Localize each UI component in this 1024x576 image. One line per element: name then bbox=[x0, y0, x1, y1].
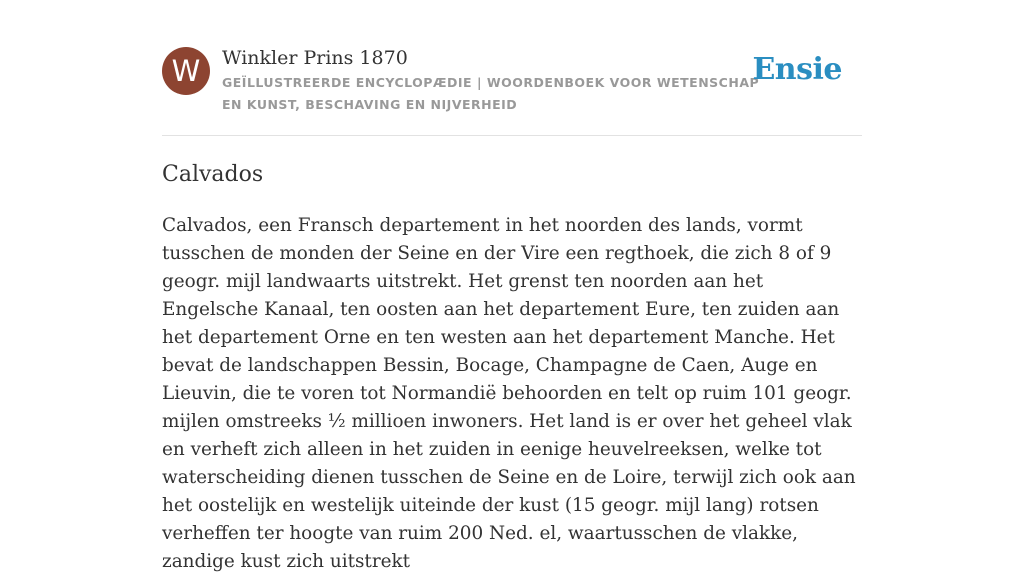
ensie-logo[interactable]: Ensie bbox=[752, 52, 842, 87]
source-subtitle: GEÏLLUSTREERDE ENCYCLOPÆDIE | WOORDENBOEK VOOR WETENSCHAP EN KUNST, BESCHAVING EN NIJVERHEID bbox=[222, 75, 760, 112]
entry-body: Calvados, een Fransch departement in het noorden des lands, vormt tusschen de monden der Seine en der Vire een regthoek, die zich 8 of 9 geogr. mijl landwaarts uitstrekt. Het grenst ten noorden aan het Engelsche Kanaal, ten oosten aan het departement Eure, ten zuiden aan het departement Orne en ten westen aan het departement Manche. Het bevat de landschappen Bessin, Bocage, Champagne de Caen, Auge en Lieuvin, die te voren tot Normandië behoorden en telt op ruim 101 geogr. mijlen omstreeks ½ millioen inwoners. Het land is er over het geheel vlak en verheft zich alleen in het zuiden in eenige heuvelreeksen, welke tot waterscheiding dienen tusschen de Seine en de Loire, terwijl zich ook aan het oostelijk en westelijk uiteinde der kust (15 geogr. mijl lang) rotsen verheffen ter hoogte van ruim 200 Ned. el, waartusschen de vlakke, zandige kust zich uitstrekt bbox=[162, 215, 856, 572]
entry-title: Calvados bbox=[162, 162, 264, 187]
header-divider bbox=[162, 135, 862, 136]
source-header bbox=[162, 46, 862, 116]
source-title-link[interactable]: Winkler Prins 1870 bbox=[222, 47, 408, 69]
source-avatar[interactable]: W bbox=[162, 47, 210, 95]
